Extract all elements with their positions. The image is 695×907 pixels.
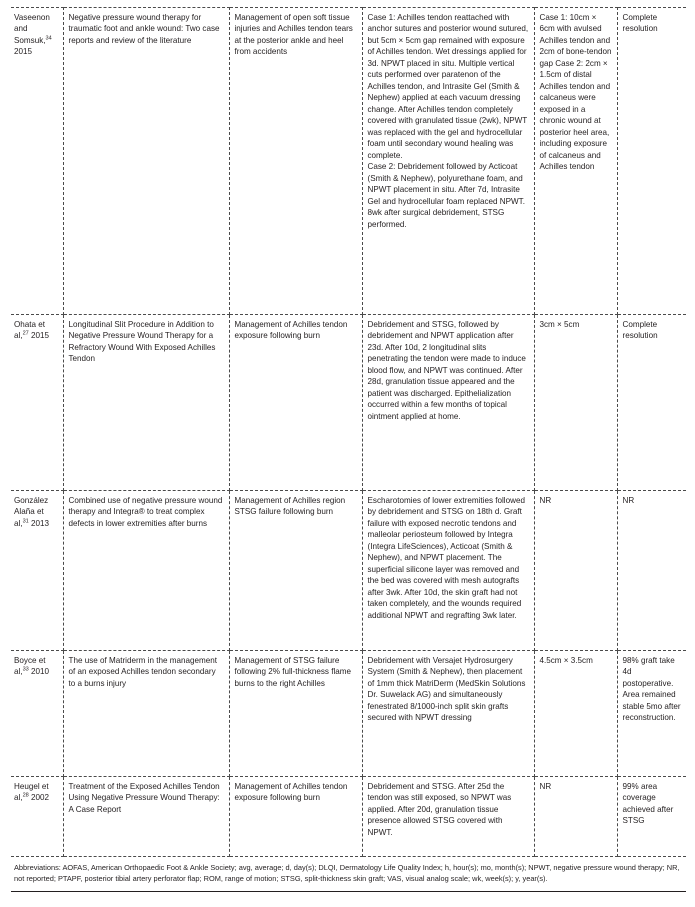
cell-outcome xyxy=(617,651,686,777)
cell-treatment xyxy=(362,651,534,777)
outcome: 98% graft take 4d postoperative. Area remained stable 5mo after reconstruction. xyxy=(622,656,681,723)
cell-defect-size xyxy=(534,315,617,491)
cell-indication xyxy=(229,315,362,491)
treatment-paragraph: Case 1: Achilles tendon reattached with anchor sutures and posterior wound sutured, but 5cm × 5cm gap remained with exposure of Achilles tendon. Wet dressings applied for 3d. NPWT placed in situ. Multiple vertical cuts performed over paratenon of the Achilles tendon, and Intrasite Gel (Smith & Nephew) applied at each vacuum dressing change. After Achilles tendon completely covered with granulated tissue (2wk), NPWT was replaced with the gel and hydrocellular foam until secondary wound healing was complete. xyxy=(367,13,529,160)
study-author: Boyce et al, xyxy=(14,656,46,677)
cell-title xyxy=(63,315,229,491)
cell-study xyxy=(11,315,63,491)
study-indication: Management of open soft tissue injuries and Achilles tendon tears at the posterior ankle and heel from accidents xyxy=(234,13,353,57)
study-author: Vaseenon and Somsuk, xyxy=(14,13,50,45)
study-year: 2015 xyxy=(14,47,33,57)
table-row xyxy=(11,777,686,857)
cell-study xyxy=(11,491,63,651)
study-citation xyxy=(14,12,58,58)
study-year: 2015 xyxy=(31,331,50,341)
cell-study xyxy=(11,777,63,857)
cell-treatment xyxy=(362,491,534,651)
cell-defect-size xyxy=(534,8,617,315)
treatment-paragraph: Case 2: Debridement followed by Acticoat (Smith & Nephew), polyurethane foam, and NPWT placement in situ. After 7d, Intrasite Gel and hydrocellular foam replaced NPWT. 8wk after surgical debridement, STSG performed. xyxy=(367,162,525,229)
study-citation xyxy=(14,655,58,678)
defect-size: NR xyxy=(539,496,552,505)
study-reference-superscript: 34 xyxy=(45,35,52,42)
cell-indication xyxy=(229,8,362,315)
cell-defect-size xyxy=(534,651,617,777)
study-indication: Management of Achilles tendon exposure following burn xyxy=(234,782,348,803)
cell-indication xyxy=(229,491,362,651)
treatment-paragraph: Escharotomies of lower extremities followed by debridement and STSG on 18th d. Graft failure with exposed necrotic tendons and malleolar periosteum followed by Integra (Integra LifeSciences), Acticoat (Smith & Nephew), and NPWT placement. The superficial silicone layer was removed and the bed was covered with mesh autografts after 3wk. After 10d, the skin graft had not taken completely, and the wounds required additional NPWT and regrafting 3wk later. xyxy=(367,496,525,620)
cell-title xyxy=(63,8,229,315)
cell-title xyxy=(63,651,229,777)
cell-treatment xyxy=(362,315,534,491)
study-citation xyxy=(14,781,58,804)
defect-size: 3cm × 5cm xyxy=(539,320,580,329)
study-year: 2013 xyxy=(31,518,50,528)
outcome: Complete resolution xyxy=(622,320,658,341)
study-reference-superscript: 28 xyxy=(22,792,29,799)
study-citation xyxy=(14,495,58,529)
study-reference-superscript: 31 xyxy=(22,518,29,525)
study-reference-superscript: 33 xyxy=(22,666,29,673)
outcome: 99% area coverage achieved after STSG xyxy=(622,782,674,826)
study-title: Longitudinal Slit Procedure in Addition to Negative Pressure Wound Therapy for a Refractory Wound With Exposed Achilles Tendon xyxy=(68,320,216,364)
cell-treatment xyxy=(362,777,534,857)
studies-table xyxy=(11,7,686,857)
cell-study xyxy=(11,651,63,777)
study-year: 2002 xyxy=(31,793,50,803)
cell-outcome xyxy=(617,315,686,491)
study-title: Negative pressure wound therapy for traumatic foot and ankle wound: Two case reports and review of the literature xyxy=(68,13,220,45)
study-year: 2010 xyxy=(31,667,50,677)
cell-title xyxy=(63,491,229,651)
table-body xyxy=(11,8,686,857)
study-title: Treatment of the Exposed Achilles Tendon Using Negative Pressure Wound Therapy: A Case Report xyxy=(68,782,220,814)
study-reference-superscript: 27 xyxy=(22,330,29,337)
cell-defect-size xyxy=(534,777,617,857)
table-footnote xyxy=(11,857,686,892)
defect-size: NR xyxy=(539,782,552,791)
study-author: Ohata et al, xyxy=(14,320,46,341)
cell-title xyxy=(63,777,229,857)
defect-size: 4.5cm × 3.5cm xyxy=(539,656,593,665)
table-row xyxy=(11,315,686,491)
defect-size: Case 1: 10cm × 6cm with avulsed Achilles tendon and 2cm of bone-tendon gap Case 2: 2cm × 1.5cm of distal Achilles tendon and calcaneus were exposed in a chronic wound at posterior heel area, including exposure of calcaneus and Achilles tendon xyxy=(539,13,612,172)
table-row xyxy=(11,491,686,651)
study-author: González Alaña et al, xyxy=(14,496,49,528)
study-indication: Management of Achilles region STSG failure following burn xyxy=(234,496,346,517)
study-citation xyxy=(14,319,58,342)
cell-study xyxy=(11,8,63,315)
abbreviations-text: Abbreviations: AOFAS, American Orthopaedic Foot & Ankle Society; avg, average; d, day(s); DLQI, Dermatology Life Quality Index; h, hour(s); mo, month(s); NPWT, negative pressure wound therapy; NR, not reported; PTAPF, posterior tibial artery perforator flap; ROM, range of motion; STSG, split-thickness skin graft; VAS, visual analog scale; wk, week(s); y, year(s). xyxy=(14,863,680,884)
cell-outcome xyxy=(617,777,686,857)
outcome: NR xyxy=(622,496,635,505)
table-row xyxy=(11,8,686,315)
cell-treatment xyxy=(362,8,534,315)
table-row xyxy=(11,651,686,777)
study-author: Heugel et al, xyxy=(14,782,49,803)
study-indication: Management of STSG failure following 2% full-thickness flame burns to the right Achilles xyxy=(234,656,352,688)
cell-indication xyxy=(229,777,362,857)
study-title: Combined use of negative pressure wound therapy and Integra® to treat complex defects in lower extremities after burns xyxy=(68,496,223,528)
outcome: Complete resolution xyxy=(622,13,658,34)
study-title: The use of Matriderm in the management of an exposed Achilles tendon secondary to a burns injury xyxy=(68,656,217,688)
cell-outcome xyxy=(617,8,686,315)
cell-outcome xyxy=(617,491,686,651)
treatment-paragraph: Debridement and STSG, followed by debridement and NPWT application after 23d. After 10d, 2 longitudinal slits penetrating the tendon were made to induce blood flow, and NPWT was continued. After 28d, granulation tissue appeared and the patient was discharged. Epithelialization occurred within a few months of topical ointment applied at home. xyxy=(367,320,526,421)
treatment-paragraph: Debridement with Versajet Hydrosurgery System (Smith & Nephew), then placement of 1mm thick MatriDerm (MedSkin Solutions Dr. Suwelack AG) and simultaneously fenestrated 8/1000-inch split skin grafts secured with NPWT dressing xyxy=(367,656,526,723)
treatment-paragraph: Debridement and STSG. After 25d the tendon was still exposed, so NPWT was applied. After 20d, granulation tissue presence allowed STSG covered with NPWT. xyxy=(367,782,512,837)
cell-defect-size xyxy=(534,491,617,651)
cell-indication xyxy=(229,651,362,777)
study-indication: Management of Achilles tendon exposure following burn xyxy=(234,320,348,341)
